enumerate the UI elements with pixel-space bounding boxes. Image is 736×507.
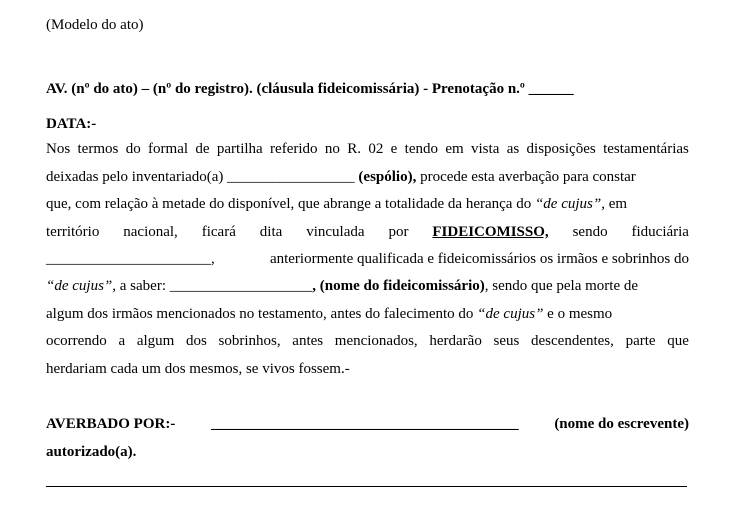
- escrevente-note: (nome do escrevente): [554, 416, 689, 432]
- word: dos: [186, 333, 207, 349]
- word: descendentes,: [531, 333, 614, 349]
- averbado-label: AVERBADO POR:-: [46, 416, 176, 432]
- fideicomisso-term: FIDEICOMISSO,: [432, 224, 549, 240]
- text-segment: procede esta averbação para constar: [416, 169, 636, 185]
- de-cujus-term: “de cujus”,: [534, 196, 605, 212]
- text-segment: , sendo que pela morte de: [484, 278, 639, 294]
- word: vista: [471, 141, 500, 157]
- word: por: [388, 224, 409, 240]
- body-line-2: [46, 167, 636, 187]
- de-cujus-term: “de cujus”,: [46, 278, 117, 294]
- word: ocorrendo: [46, 333, 107, 349]
- word: seus: [493, 333, 520, 349]
- body-line-7: [46, 304, 612, 324]
- word: território: [46, 224, 100, 240]
- word: do: [125, 141, 141, 157]
- word: as: [506, 141, 520, 157]
- text-segment: deixadas pelo inventariado(a) _________________: [46, 169, 359, 185]
- word: dita: [259, 224, 283, 240]
- word: R.: [347, 141, 361, 157]
- word: no: [324, 141, 340, 157]
- word: antes: [292, 333, 324, 349]
- word: parte: [625, 333, 656, 349]
- fideicomissario-label: , (nome do fideicomissário): [312, 278, 485, 294]
- body-line-6: [46, 276, 638, 296]
- espolio-label: (espólio),: [358, 169, 417, 185]
- word: sobrinhos,: [218, 333, 281, 349]
- word: formal: [148, 141, 189, 157]
- word: e: [390, 141, 398, 157]
- word: ficará: [201, 224, 236, 240]
- word: tendo: [404, 141, 438, 157]
- act-title: AV. (nº do ato) – (nº do registro). (cláusula fideicomissária) - Prenotação n.º ______: [46, 81, 574, 97]
- authorized-label: autorizado(a).: [46, 444, 137, 460]
- text-segment: anteriormente qualificada e fideicomissários os irmãos e sobrinhos do: [269, 251, 689, 267]
- word: 02: [368, 141, 384, 157]
- word: testamentárias: [603, 141, 689, 157]
- word: herdarão: [429, 333, 482, 349]
- date-label: DATA:-: [46, 116, 97, 132]
- word: a: [118, 333, 126, 349]
- body-line-8: [46, 331, 689, 351]
- text-segment: que, com relação à metade do disponível, que abrange a totalidade da herança do: [46, 196, 535, 212]
- signature-blank: _________________________________________: [211, 416, 519, 432]
- word: mencionados,: [334, 333, 418, 349]
- word: fiduciária: [631, 224, 689, 240]
- averbado-line: [46, 414, 689, 434]
- word: sendo: [572, 224, 608, 240]
- text-segment: a saber: ___________________: [116, 278, 313, 294]
- de-cujus-term: “de cujus”: [477, 306, 544, 322]
- word: termos: [77, 141, 119, 157]
- bottom-rule: [46, 486, 687, 487]
- word: que: [667, 333, 689, 349]
- body-line-9: herdariam cada um dos mesmos, se vivos fossem.-: [46, 361, 350, 377]
- text-segment: e o mesmo: [543, 306, 613, 322]
- text-segment: algum dos irmãos mencionados no testamento, antes do falecimento do: [46, 306, 478, 322]
- word: referido: [270, 141, 318, 157]
- body-line-1: [46, 139, 689, 159]
- word: em: [445, 141, 464, 157]
- model-label: (Modelo do ato): [46, 17, 144, 33]
- word: algum: [136, 333, 175, 349]
- body-line-5: [46, 249, 689, 269]
- word: disposições: [526, 141, 596, 157]
- body-line-4: [46, 222, 689, 242]
- word: de: [195, 141, 210, 157]
- word: nacional,: [123, 224, 178, 240]
- word: vinculada: [306, 224, 365, 240]
- body-line-3: [46, 194, 627, 214]
- fiduciary-blank: ______________________,: [46, 251, 215, 267]
- text-segment: em: [604, 196, 628, 212]
- word: partilha: [216, 141, 263, 157]
- word: Nos: [46, 141, 71, 157]
